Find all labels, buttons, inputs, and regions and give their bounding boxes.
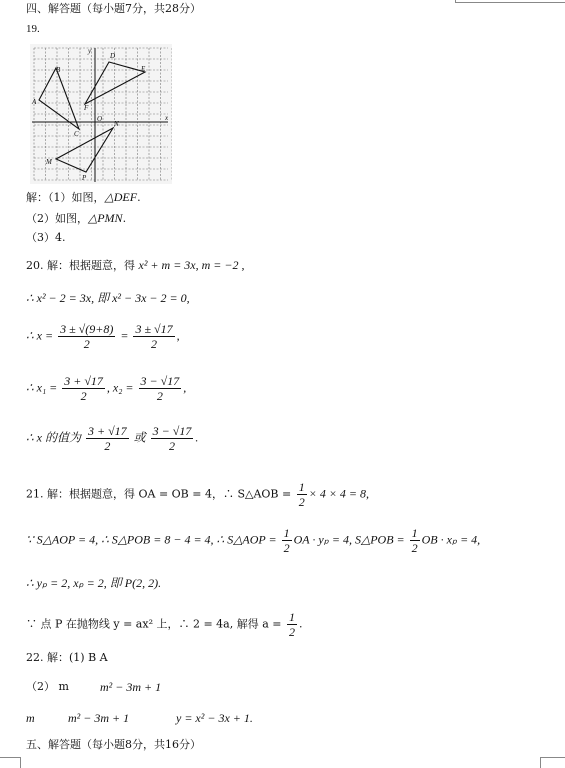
q19-answer-2: （2）如图，△PMN. — [26, 211, 127, 225]
q22-line-2: （2） m m² − 3m + 1 — [26, 680, 162, 694]
label-p: P — [82, 174, 87, 182]
label-c: C — [74, 130, 79, 138]
label-n: N — [114, 120, 119, 128]
page-corner-mark — [455, 0, 565, 3]
q20-line-5: ∴ x 的值为 $\frac{3 + √17}{2}$ 或 $\frac{3 - √17}{2}$ . — [26, 424, 199, 453]
q21-line-4: ∵ 点 P 在抛物线 y = ax² 上，∴ 2 = 4a, 解得 a = $\frac{1}{2}$ . — [26, 610, 303, 639]
q19-answer-3: （3）4. — [26, 231, 66, 244]
q20-intro: 20. 解：根据题意，得 x² + m = 3x, m = −2 , — [26, 258, 245, 272]
coordinate-grid-figure — [30, 44, 172, 184]
q22-line-1: 22. 解：(1) B A — [26, 651, 108, 664]
q21-line-1: 21. 解：根据题意，得 OA = OB = 4，∴ S△AOB = $\frac{1}{2}$ × 4 × 4 = 8, — [26, 480, 370, 509]
label-o: O — [97, 115, 103, 123]
label-e: E — [141, 65, 146, 73]
label-m: M — [46, 158, 52, 166]
question-19-number: 19. — [26, 23, 40, 35]
q22-line-3: m m² − 3m + 1 y = x² − 3x + 1. — [26, 711, 253, 725]
label-x: x — [165, 114, 169, 122]
label-y: y — [88, 47, 92, 55]
q20-line-3: ∴ x = $\frac{3 \pm √(9+8)}{2}$ = $\frac{3 \pm √17}{2}$ , — [26, 322, 180, 351]
q19-answer-1: 解：（1）如图，△DEF. — [26, 190, 141, 204]
q20-line-2: ∴ x² − 2 = 3x, 即 x² − 3x − 2 = 0, — [26, 291, 190, 305]
q21-line-2: ∵ S△AOP = 4, ∴ S△POB = 8 − 4 = 4, ∴ S△AOP = $\frac{1}{2}$ OA · yₚ = 4, S△POB = $\frac{1}{2}$ OB · xₚ = 4, — [26, 526, 481, 555]
label-f: F — [84, 104, 89, 112]
section-5-header: 五、解答题（每小题8分，共16分） — [26, 738, 201, 751]
section-4-header: 四、解答题（每小题7分，共28分） — [26, 2, 201, 15]
q21-line-3: ∴ yₚ = 2, xₚ = 2, 即 P(2, 2). — [26, 576, 162, 590]
page-corner-mark-bottom-left — [0, 757, 21, 768]
label-a: A — [32, 98, 37, 106]
label-d: D — [110, 52, 116, 60]
label-b: B — [56, 66, 61, 74]
page-corner-mark-bottom-right — [540, 757, 565, 768]
q20-line-4: ∴ x₁ = $\frac{3 + √17}{2}$ , x₂ = $\frac{3 - √17}{2}$ , — [26, 374, 187, 403]
